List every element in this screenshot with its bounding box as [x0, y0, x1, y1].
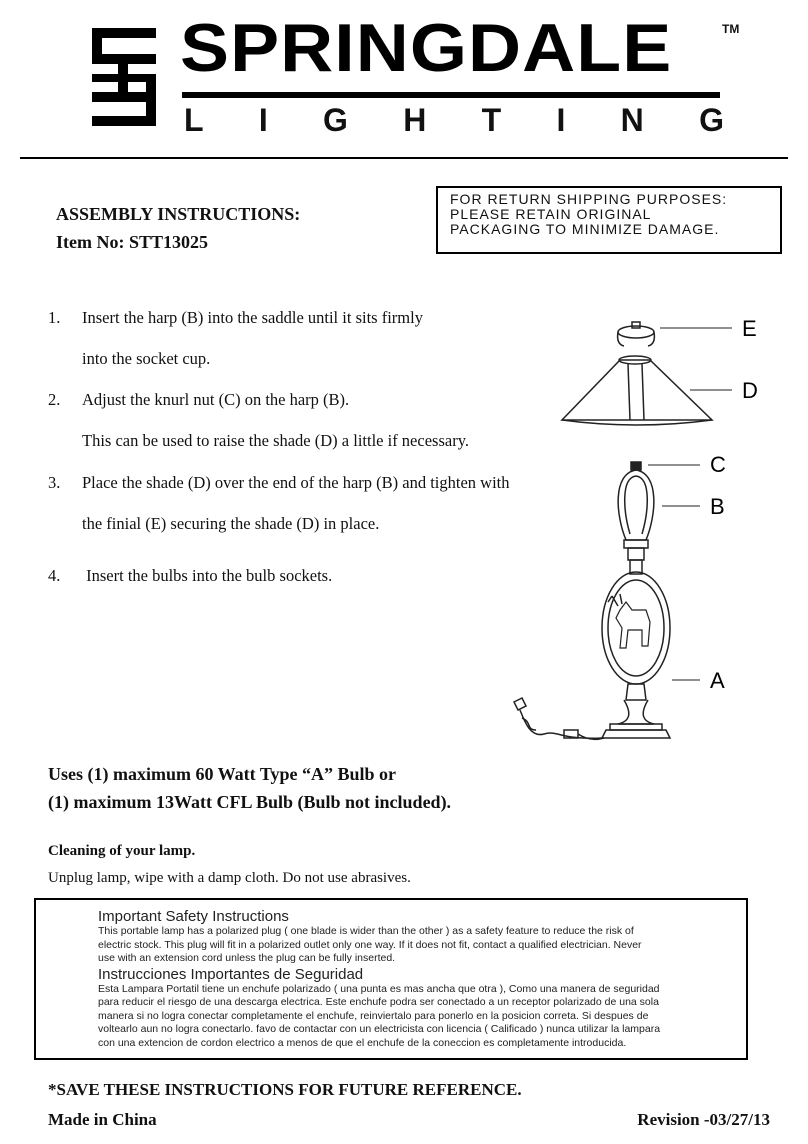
- subtitle-letter: I: [556, 102, 566, 138]
- lamp-assembly-diagram: [500, 310, 800, 750]
- return-notice-line: FOR RETURN SHIPPING PURPOSES:: [450, 191, 728, 207]
- safety-title-es: Instrucciones Importantes de Seguridad: [98, 965, 364, 983]
- return-shipping-notice: [436, 186, 782, 254]
- brand-logo-mark: [92, 28, 156, 126]
- save-instructions-note: *SAVE THESE INSTRUCTIONS FOR FUTURE REFERENCE.: [48, 1080, 522, 1099]
- step-text: the finial (E) securing the shade (D) in place.: [82, 514, 380, 533]
- step-number: 4.: [48, 566, 61, 585]
- finial-part-e: [618, 322, 655, 346]
- item-number: Item No: STT13025: [56, 232, 208, 252]
- made-in-label: Made in China: [48, 1110, 157, 1129]
- safety-line-en: use with an extension cord unless the plug can be fully inserted.: [98, 952, 396, 964]
- subtitle-letter: G: [323, 102, 348, 138]
- safety-title-en: Important Safety Instructions: [98, 908, 289, 925]
- subtitle-letter: G: [699, 102, 724, 138]
- step-text: Insert the bulbs into the bulb sockets.: [82, 566, 333, 585]
- brand-name: SPRINGDALE: [180, 10, 673, 86]
- safety-line-es: manera si no logra conectar completamente el enchufe, reinviertalo para ponerlo en la posicion correta. Si despues de: [98, 1009, 649, 1022]
- knurl-nut-part-c: [631, 462, 641, 470]
- step-2: [48, 390, 548, 450]
- label-a: A: [710, 668, 725, 693]
- step-text: This can be used to raise the shade (D) a little if necessary.: [82, 431, 469, 450]
- brand-underline: [182, 92, 720, 98]
- step-4: [48, 566, 548, 590]
- revision-label: Revision -03/27/13: [637, 1110, 770, 1129]
- label-c: C: [710, 452, 726, 477]
- bulb-info-line: (1) maximum 13Watt CFL Bulb (Bulb not included).: [48, 792, 452, 812]
- step-text: Adjust the knurl nut (C) on the harp (B).: [82, 390, 350, 409]
- header-divider: [20, 157, 788, 159]
- step-text: into the socket cup.: [82, 349, 211, 368]
- return-notice-line: PLEASE RETAIN ORIGINAL: [450, 206, 652, 222]
- subtitle-letter: N: [620, 102, 644, 138]
- lamp-base-part-a: [514, 548, 670, 739]
- safety-line-en: electric stock. This plug will fit in a polarized outlet only one way. If it does not fit, contact a qualified electrician. Never: [98, 938, 642, 951]
- cleaning-title: Cleaning of your lamp.: [48, 843, 196, 859]
- step-number: 2.: [48, 390, 61, 409]
- step-number: 3.: [48, 473, 61, 492]
- safety-line-en: This portable lamp has a polarized plug ( one blade is wider than the other ) as a safety feature to reduce the risk of: [98, 925, 634, 937]
- subtitle-letter: T: [481, 102, 502, 138]
- safety-line-es: voltearlo aun no logra conectarlo. favo de contactar con un electricista con licencia ( Calificado ) nunca utilizar la lampara: [98, 1023, 661, 1035]
- step-text: Insert the harp (B) into the saddle until it sits firmly: [82, 308, 423, 327]
- label-e: E: [742, 316, 757, 341]
- label-b: B: [710, 494, 725, 519]
- brand-subtitle: [184, 104, 724, 136]
- safety-line-es: con una extencion de cordon electrico a menos de que el enchufe de la coneccion es completamente introducida.: [98, 1036, 627, 1049]
- subtitle-letter: L: [184, 102, 204, 138]
- step-number: 1.: [48, 308, 61, 327]
- step-text: Place the shade (D) over the end of the harp (B) and tighten with: [82, 473, 510, 492]
- trademark-mark: TM: [722, 22, 740, 36]
- step-3: [48, 473, 548, 533]
- harp-part-b: [618, 470, 654, 548]
- safety-line-es: para reducir el riesgo de una descarga electrica. Este enchufe podra ser conectado a un receptor polarizado de una sola: [98, 996, 659, 1008]
- return-notice-line: PACKAGING TO MINIMIZE DAMAGE.: [450, 221, 720, 237]
- safety-instructions-box: [34, 898, 748, 1060]
- page-title: ASSEMBLY INSTRUCTIONS:: [56, 204, 301, 224]
- step-1: [48, 308, 548, 368]
- shade-part-d: [562, 356, 712, 425]
- bulb-info: [48, 760, 451, 816]
- cleaning-text: Unplug lamp, wipe with a damp cloth. Do not use abrasives.: [48, 870, 411, 886]
- safety-line-es: Esta Lampara Portatil tiene un enchufe polarizado ( una punta es mas ancha que otra ), Como una manera de seguridad: [98, 982, 660, 995]
- bulb-info-line: Uses (1) maximum 60 Watt Type “A” Bulb or: [48, 764, 397, 784]
- label-d: D: [742, 378, 758, 403]
- subtitle-letter: H: [403, 102, 427, 138]
- subtitle-letter: I: [258, 102, 268, 138]
